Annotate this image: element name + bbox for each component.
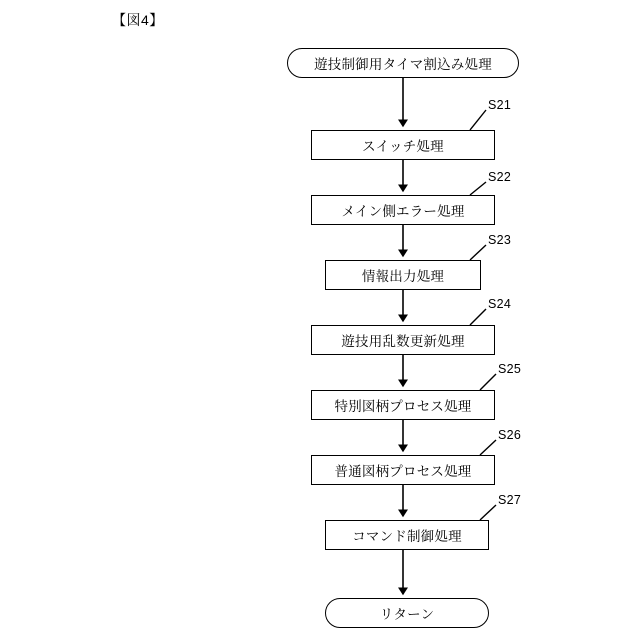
node-label: コマンド制御処理 <box>352 529 462 544</box>
node-s21-switch-process <box>311 130 495 160</box>
node-label: リターン <box>379 607 435 622</box>
node-s25-special-symbol-process <box>311 390 495 420</box>
node-s27-command-control-process <box>325 520 489 550</box>
node-s26-normal-symbol-process <box>311 455 495 485</box>
node-return <box>325 598 489 628</box>
node-s23-information-output-process <box>325 260 481 290</box>
node-s22-main-error-process <box>311 195 495 225</box>
step-label-s23: S23 <box>488 233 512 247</box>
step-label-s27: S27 <box>498 493 522 507</box>
node-label: 情報出力処理 <box>361 269 445 284</box>
node-label: スイッチ処理 <box>362 139 444 154</box>
node-label: 普通図柄プロセス処理 <box>334 464 472 479</box>
step-label-s22: S22 <box>488 170 512 184</box>
node-label: 特別図柄プロセス処理 <box>334 399 472 414</box>
step-label-s24: S24 <box>488 297 512 311</box>
step-label-s26: S26 <box>498 428 522 442</box>
node-start-timer-interrupt <box>287 48 519 78</box>
node-label: 遊技制御用タイマ割込み処理 <box>314 57 492 72</box>
node-label: メイン側エラー処理 <box>341 204 465 219</box>
step-label-s25: S25 <box>498 362 522 376</box>
figure-label: 【図4】 <box>112 12 164 28</box>
step-label-s21: S21 <box>488 98 512 112</box>
node-label: 遊技用乱数更新処理 <box>341 334 465 349</box>
node-s24-random-number-update-process <box>311 325 495 355</box>
